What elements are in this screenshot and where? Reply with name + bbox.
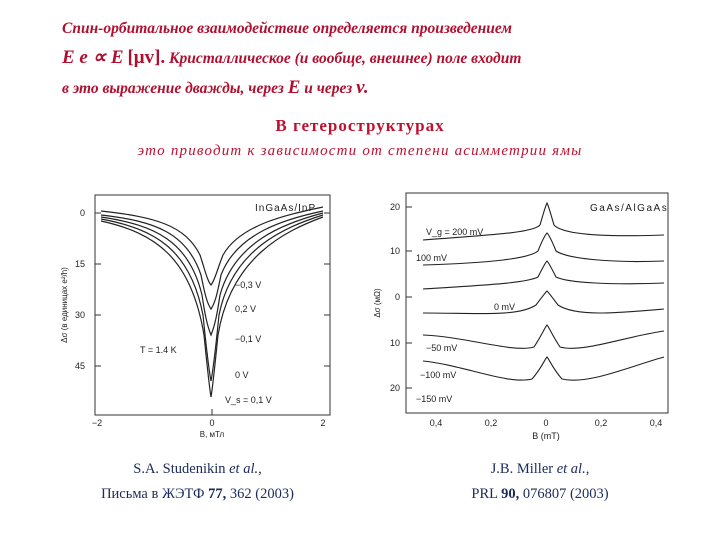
right-xtick-1: 0,2 <box>484 418 498 428</box>
header-line-2-rest: Кристаллическое (и вообще, внешнее) поле входит <box>169 50 522 67</box>
left-curve-label-1: −0,3 V <box>235 280 262 290</box>
right-xlabel: B (mT) <box>532 431 560 441</box>
ref-right-line-1 <box>430 461 650 478</box>
ref-left-etal: et al., <box>229 461 262 477</box>
left-ytick-2: 30 <box>74 310 85 320</box>
ref-left-line-2 <box>75 486 320 503</box>
right-ytick-4: 20 <box>389 383 400 393</box>
header-line-1: Спин-орбитальное взаимодействие определяется произведением <box>62 20 513 37</box>
right-ytick-2: 0 <box>394 292 400 302</box>
figure-right <box>368 185 678 445</box>
header-line-3-E: E <box>287 77 301 98</box>
right-ytick-3: 10 <box>389 338 400 348</box>
right-curve-label-2: 100 mV <box>416 253 448 263</box>
right-xtick-2: 0 <box>543 418 549 428</box>
left-curve-label-5: V_s = 0,1 V <box>225 395 272 405</box>
left-xlabel: B, мТл <box>199 430 225 439</box>
left-xtick-1: 0 <box>209 418 215 428</box>
right-xtick-0: 0,4 <box>429 418 443 428</box>
left-curve-label-3: −0,1 V <box>235 334 262 344</box>
left-xtick-2: 2 <box>320 418 326 428</box>
ref-right-journal: PRL <box>471 486 498 502</box>
left-xtick-0: −2 <box>91 418 103 428</box>
header-line-3-a: в это выражение дважды, через <box>62 80 284 97</box>
header-line-3-b: и через <box>304 80 353 97</box>
ref-left-author: S.A. Studenikin <box>133 461 226 477</box>
right-curve-label-1: V_g = 200 mV <box>426 227 484 237</box>
figure-left <box>55 185 340 445</box>
left-curve-label-4: 0 V <box>235 370 249 380</box>
right-xtick-3: 0,2 <box>594 418 608 428</box>
left-curve-2 <box>101 211 323 309</box>
right-ylabel: Δσ (мΩ) <box>373 288 382 318</box>
ref-left-vol: 77, <box>208 486 227 502</box>
ref-right-vol: 90, <box>501 486 520 502</box>
right-curve-3 <box>423 261 664 289</box>
right-ytick-0: 20 <box>389 202 400 212</box>
header-line-3 <box>62 77 369 99</box>
left-curve-label-2: 0,2 V <box>235 304 257 314</box>
subline: это приводит к зависимости от степени асимметрии ямы <box>137 143 583 159</box>
header-mu: [μv]. <box>127 47 166 68</box>
ref-left-journal: Письма в ЖЭТФ <box>101 486 205 502</box>
ref-right-etal: et al., <box>556 461 590 477</box>
right-material-label: GaAs/AlGaAs <box>590 203 669 214</box>
left-material-label: InGaAs/InP <box>255 203 317 214</box>
header-formula: E e ∝ E <box>62 47 124 68</box>
ref-right-page: 076807 (2003) <box>522 486 609 502</box>
right-curve-6 <box>423 357 664 380</box>
left-ytick-0: 0 <box>79 208 85 218</box>
ref-left-page: 362 (2003) <box>229 486 294 502</box>
header-line-3-v: v. <box>356 77 369 98</box>
left-temp-label: T = 1.4 K <box>140 345 177 355</box>
subtitle: В гетероструктурах <box>275 116 445 135</box>
left-ytick-3: 45 <box>74 361 85 371</box>
right-curve-label-3: 0 mV <box>494 302 516 312</box>
ref-right-author: J.B. Miller <box>490 461 554 477</box>
right-xtick-4: 0,4 <box>649 418 663 428</box>
left-curve-1 <box>101 207 323 285</box>
right-curve-label-5: −100 mV <box>420 370 457 380</box>
left-ytick-1: 15 <box>74 259 85 269</box>
right-curve-label-4: −50 mV <box>426 343 458 353</box>
header-line-2 <box>62 46 521 69</box>
right-curve-4 <box>423 291 664 314</box>
right-curve-label-6: −150 mV <box>416 394 453 404</box>
ref-right-line-2 <box>430 486 650 503</box>
ref-left-line-1 <box>75 461 320 478</box>
right-ytick-1: 10 <box>389 246 400 256</box>
right-curve-5 <box>423 325 664 348</box>
left-ylabel: Δσ (в единицах e²/h) <box>60 267 69 343</box>
left-curve-4 <box>101 215 323 381</box>
